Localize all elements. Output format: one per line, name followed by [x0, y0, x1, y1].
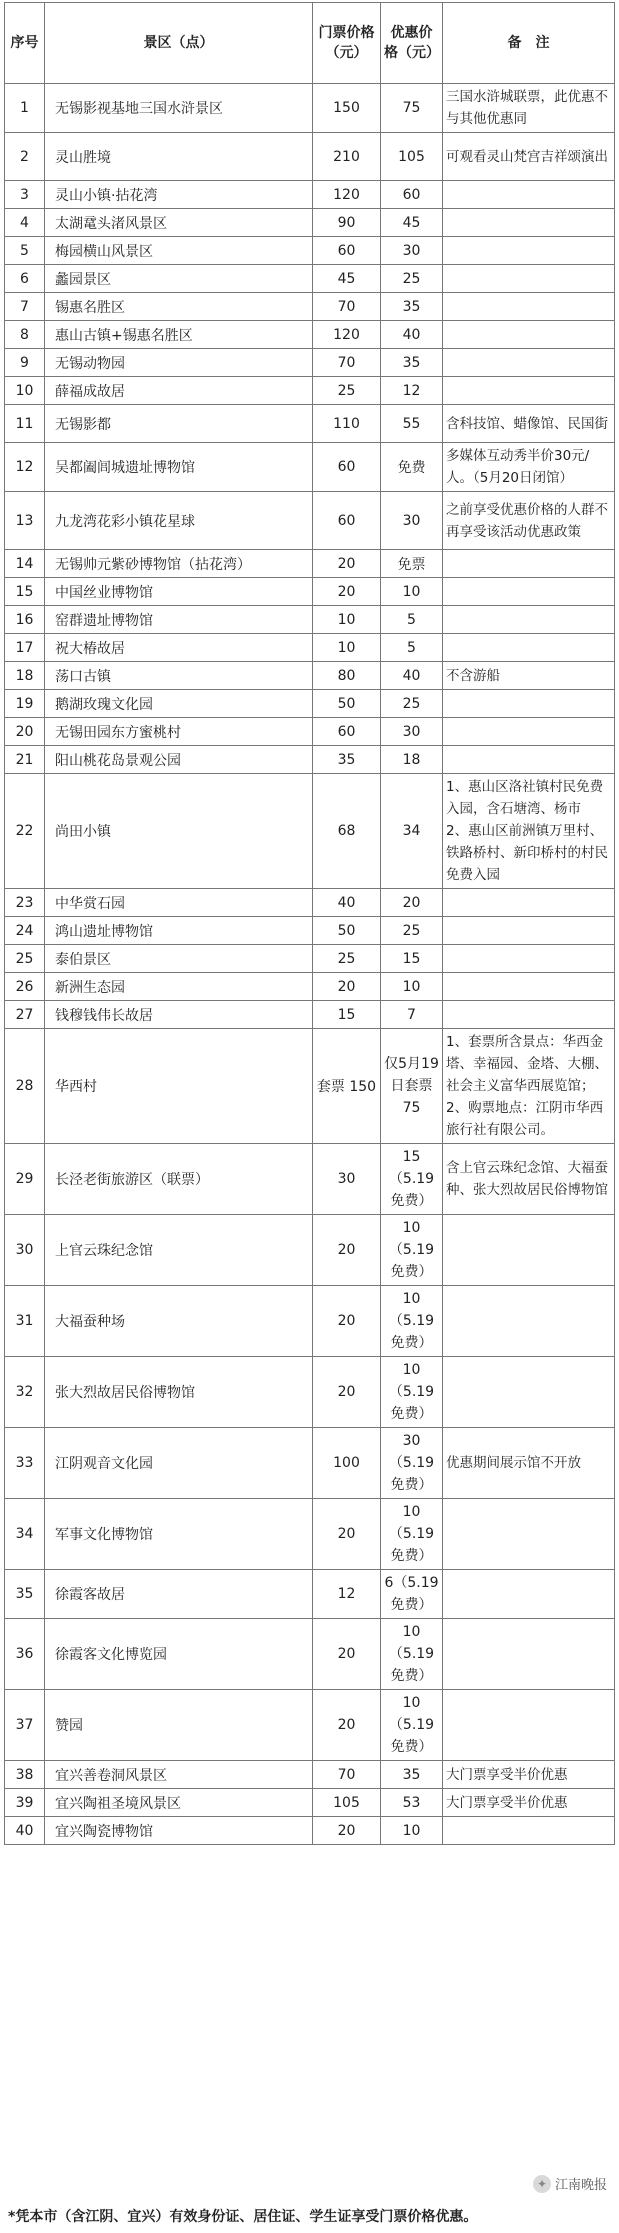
row-price: 20: [313, 973, 381, 1001]
row-note: 大门票享受半价优惠: [443, 1761, 615, 1789]
row-name: 灵山小镇·拈花湾: [45, 181, 313, 209]
row-price: 15: [313, 1001, 381, 1029]
row-discount: 45: [381, 209, 443, 237]
row-no: 3: [5, 181, 45, 209]
row-discount: 35: [381, 349, 443, 377]
row-no: 13: [5, 492, 45, 550]
row-discount: 仅5月19日套票 75: [381, 1029, 443, 1144]
row-price: 45: [313, 265, 381, 293]
row-name: 无锡影视基地三国水浒景区: [45, 84, 313, 133]
row-no: 34: [5, 1499, 45, 1570]
row-no: 27: [5, 1001, 45, 1029]
row-discount: 30（5.19免费）: [381, 1428, 443, 1499]
row-no: 36: [5, 1619, 45, 1690]
row-price: 25: [313, 377, 381, 405]
row-price: 70: [313, 293, 381, 321]
row-no: 24: [5, 917, 45, 945]
row-price: 70: [313, 349, 381, 377]
row-price: 20: [313, 1690, 381, 1761]
row-price: 25: [313, 945, 381, 973]
row-name: 中华赏石园: [45, 889, 313, 917]
watermark-text: 江南晚报: [554, 2178, 607, 2193]
row-name: 尚田小镇: [45, 774, 313, 889]
row-no: 40: [5, 1817, 45, 1845]
header-no: 序号: [5, 3, 45, 84]
table-row: [5, 774, 615, 889]
table-row: [5, 1619, 615, 1690]
table-row: [5, 1761, 615, 1789]
row-discount: 34: [381, 774, 443, 889]
row-no: 28: [5, 1029, 45, 1144]
row-note: 优惠期间展示馆不开放: [443, 1428, 615, 1499]
row-no: 39: [5, 1789, 45, 1817]
row-discount: 40: [381, 321, 443, 349]
row-name: 新洲生态园: [45, 973, 313, 1001]
row-name: 鸿山遗址博物馆: [45, 917, 313, 945]
table-row: [5, 1144, 615, 1215]
row-price: 60: [313, 718, 381, 746]
row-discount: 105: [381, 133, 443, 181]
row-name: 张大烈故居民俗博物馆: [45, 1357, 313, 1428]
table-row: [5, 405, 615, 443]
table-row: [5, 237, 615, 265]
row-note: [443, 265, 615, 293]
table-row: [5, 1029, 615, 1144]
row-discount: 10: [381, 973, 443, 1001]
row-note: [443, 237, 615, 265]
row-name: 灵山胜境: [45, 133, 313, 181]
row-name: 江阴观音文化园: [45, 1428, 313, 1499]
row-no: 14: [5, 550, 45, 578]
row-no: 38: [5, 1761, 45, 1789]
row-price: 210: [313, 133, 381, 181]
row-discount: 10: [381, 578, 443, 606]
row-price: 70: [313, 1761, 381, 1789]
table-row: [5, 492, 615, 550]
header-note: 备 注: [443, 3, 615, 84]
row-no: 30: [5, 1215, 45, 1286]
row-price: 10: [313, 606, 381, 634]
row-discount: 5: [381, 606, 443, 634]
row-name: 蠡园景区: [45, 265, 313, 293]
row-no: 9: [5, 349, 45, 377]
row-name: 徐霞客故居: [45, 1570, 313, 1619]
row-no: 4: [5, 209, 45, 237]
row-no: 7: [5, 293, 45, 321]
row-price: 68: [313, 774, 381, 889]
row-discount: 35: [381, 1761, 443, 1789]
row-no: 35: [5, 1570, 45, 1619]
row-name: 梅园横山风景区: [45, 237, 313, 265]
row-no: 33: [5, 1428, 45, 1499]
row-note: [443, 1570, 615, 1619]
row-note: [443, 634, 615, 662]
row-discount: 10: [381, 1817, 443, 1845]
row-price: 10: [313, 634, 381, 662]
row-price: 20: [313, 1817, 381, 1845]
table-row: [5, 746, 615, 774]
row-price: 20: [313, 550, 381, 578]
table-row: [5, 578, 615, 606]
row-discount: 25: [381, 265, 443, 293]
row-note: 可观看灵山梵宫吉祥颂演出: [443, 133, 615, 181]
row-name: 锡惠名胜区: [45, 293, 313, 321]
table-row: [5, 443, 615, 492]
row-name: 中国丝业博物馆: [45, 578, 313, 606]
row-note: [443, 606, 615, 634]
row-no: 21: [5, 746, 45, 774]
row-discount: 60: [381, 181, 443, 209]
row-name: 大福蚕种场: [45, 1286, 313, 1357]
table-row: [5, 1690, 615, 1761]
row-name: 薛福成故居: [45, 377, 313, 405]
row-no: 25: [5, 945, 45, 973]
row-discount: 53: [381, 1789, 443, 1817]
row-discount: 35: [381, 293, 443, 321]
row-price: 60: [313, 443, 381, 492]
row-price: 90: [313, 209, 381, 237]
row-name: 上官云珠纪念馆: [45, 1215, 313, 1286]
row-name: 吴都阖闾城遗址博物馆: [45, 443, 313, 492]
row-price: 50: [313, 690, 381, 718]
row-name: 泰伯景区: [45, 945, 313, 973]
row-note: [443, 321, 615, 349]
row-note: [443, 690, 615, 718]
row-name: 惠山古镇+锡惠名胜区: [45, 321, 313, 349]
row-note: 不含游船: [443, 662, 615, 690]
row-price: 120: [313, 181, 381, 209]
row-no: 22: [5, 774, 45, 889]
row-name: 荡口古镇: [45, 662, 313, 690]
row-note: [443, 1499, 615, 1570]
row-note: 三国水浒城联票，此优惠不与其他优惠同: [443, 84, 615, 133]
row-name: 九龙湾花彩小镇花星球: [45, 492, 313, 550]
row-note: [443, 746, 615, 774]
table-row: [5, 945, 615, 973]
row-price: 30: [313, 1144, 381, 1215]
row-name: 窑群遗址博物馆: [45, 606, 313, 634]
row-no: 23: [5, 889, 45, 917]
row-discount: 20: [381, 889, 443, 917]
table-row: [5, 133, 615, 181]
row-name: 鹅湖玫瑰文化园: [45, 690, 313, 718]
row-discount: 10（5.19免费）: [381, 1499, 443, 1570]
table-row: [5, 1286, 615, 1357]
row-note: 含科技馆、蜡像馆、民国街: [443, 405, 615, 443]
row-note: [443, 917, 615, 945]
row-note: 1、惠山区洛社镇村民免费入园，含石塘湾、杨市 2、惠山区前洲镇万里村、铁路桥村、新印桥村的村民免费入园: [443, 774, 615, 889]
row-discount: 30: [381, 237, 443, 265]
row-note: 含上官云珠纪念馆、大福蚕种、张大烈故居民俗博物馆: [443, 1144, 615, 1215]
row-note: [443, 349, 615, 377]
table-row: [5, 634, 615, 662]
row-name: 宜兴陶祖圣境风景区: [45, 1789, 313, 1817]
row-discount: 75: [381, 84, 443, 133]
row-discount: 免费: [381, 443, 443, 492]
table-row: [5, 690, 615, 718]
row-discount: 30: [381, 718, 443, 746]
row-no: 8: [5, 321, 45, 349]
table-row: [5, 718, 615, 746]
row-no: 5: [5, 237, 45, 265]
row-discount: 7: [381, 1001, 443, 1029]
table-row: [5, 662, 615, 690]
row-discount: 5: [381, 634, 443, 662]
row-no: 12: [5, 443, 45, 492]
table-row: [5, 917, 615, 945]
row-no: 32: [5, 1357, 45, 1428]
table-row: [5, 1001, 615, 1029]
row-no: 31: [5, 1286, 45, 1357]
row-price: 105: [313, 1789, 381, 1817]
row-discount: 10（5.19免费）: [381, 1619, 443, 1690]
row-discount: 10（5.19免费）: [381, 1690, 443, 1761]
row-name: 徐霞客文化博览园: [45, 1619, 313, 1690]
table-body: [5, 84, 615, 1845]
row-price: 12: [313, 1570, 381, 1619]
row-note: [443, 718, 615, 746]
table-row: [5, 1570, 615, 1619]
row-note: [443, 1817, 615, 1845]
row-no: 17: [5, 634, 45, 662]
table-row: [5, 1215, 615, 1286]
table-row: [5, 1357, 615, 1428]
row-price: 20: [313, 1215, 381, 1286]
table-row: [5, 321, 615, 349]
row-no: 18: [5, 662, 45, 690]
row-note: [443, 945, 615, 973]
table-row: [5, 550, 615, 578]
row-discount: 10（5.19免费）: [381, 1357, 443, 1428]
ticket-price-table: [4, 2, 615, 1845]
row-discount: 15（5.19免费）: [381, 1144, 443, 1215]
table-row: [5, 1499, 615, 1570]
row-price: 20: [313, 1286, 381, 1357]
row-price: 110: [313, 405, 381, 443]
row-discount: 12: [381, 377, 443, 405]
row-price: 20: [313, 1357, 381, 1428]
table-header-row: [5, 3, 615, 84]
row-discount: 40: [381, 662, 443, 690]
row-no: 6: [5, 265, 45, 293]
table-row: [5, 1789, 615, 1817]
row-name: 无锡影都: [45, 405, 313, 443]
row-name: 钱穆钱伟长故居: [45, 1001, 313, 1029]
row-no: 1: [5, 84, 45, 133]
row-name: 华西村: [45, 1029, 313, 1144]
row-price: 50: [313, 917, 381, 945]
row-price: 套票 150: [313, 1029, 381, 1144]
row-discount: 25: [381, 690, 443, 718]
row-no: 2: [5, 133, 45, 181]
row-name: 军事文化博物馆: [45, 1499, 313, 1570]
row-name: 无锡田园东方蜜桃村: [45, 718, 313, 746]
row-note: [443, 1690, 615, 1761]
table-row: [5, 606, 615, 634]
row-note: [443, 1215, 615, 1286]
row-price: 35: [313, 746, 381, 774]
row-no: 15: [5, 578, 45, 606]
row-name: 无锡动物园: [45, 349, 313, 377]
row-price: 120: [313, 321, 381, 349]
row-no: 29: [5, 1144, 45, 1215]
row-price: 150: [313, 84, 381, 133]
row-no: 37: [5, 1690, 45, 1761]
row-name: 阳山桃花岛景观公园: [45, 746, 313, 774]
row-note: 多媒体互动秀半价30元/人。（5月20日闭馆）: [443, 443, 615, 492]
document: [4, 2, 614, 1845]
row-no: 11: [5, 405, 45, 443]
row-discount: 10（5.19免费）: [381, 1286, 443, 1357]
row-no: 10: [5, 377, 45, 405]
table-row: [5, 84, 615, 133]
row-price: 60: [313, 237, 381, 265]
header-price: 门票价格（元）: [313, 3, 381, 84]
row-discount: 6（5.19免费）: [381, 1570, 443, 1619]
row-discount: 10（5.19免费）: [381, 1215, 443, 1286]
table-row: [5, 1817, 615, 1845]
row-discount: 免票: [381, 550, 443, 578]
row-price: 20: [313, 1499, 381, 1570]
row-name: 赞园: [45, 1690, 313, 1761]
row-discount: 30: [381, 492, 443, 550]
row-note: [443, 1619, 615, 1690]
footer-note: *凭本市（含江阴、宜兴）有效身份证、居住证、学生证享受门票价格优惠。: [8, 2209, 478, 2225]
row-discount: 55: [381, 405, 443, 443]
row-no: 19: [5, 690, 45, 718]
table-row: [5, 377, 615, 405]
row-price: 20: [313, 578, 381, 606]
row-name: 祝大椿故居: [45, 634, 313, 662]
row-no: 16: [5, 606, 45, 634]
row-note: 1、套票所含景点：华西金塔、幸福园、金塔、大棚、社会主义富华西展览馆； 2、购票地点：江阴市华西旅行社有限公司。: [443, 1029, 615, 1144]
row-name: 宜兴陶瓷博物馆: [45, 1817, 313, 1845]
row-note: [443, 550, 615, 578]
table-row: [5, 1428, 615, 1499]
table-row: [5, 973, 615, 1001]
row-price: 20: [313, 1619, 381, 1690]
row-note: [443, 209, 615, 237]
row-name: 长泾老街旅游区（联票）: [45, 1144, 313, 1215]
row-note: 大门票享受半价优惠: [443, 1789, 615, 1817]
table-row: [5, 889, 615, 917]
table-row: [5, 181, 615, 209]
row-name: 无锡帅元紫砂博物馆（拈花湾）: [45, 550, 313, 578]
row-no: 20: [5, 718, 45, 746]
row-note: [443, 889, 615, 917]
row-discount: 15: [381, 945, 443, 973]
wechat-icon: ✦: [533, 2175, 551, 2193]
row-no: 26: [5, 973, 45, 1001]
row-price: 100: [313, 1428, 381, 1499]
table-row: [5, 265, 615, 293]
row-price: 60: [313, 492, 381, 550]
row-price: 40: [313, 889, 381, 917]
table-row: [5, 293, 615, 321]
row-discount: 18: [381, 746, 443, 774]
header-discount: 优惠价格（元）: [381, 3, 443, 84]
table-row: [5, 209, 615, 237]
row-note: 之前享受优惠价格的人群不再享受该活动优惠政策: [443, 492, 615, 550]
row-name: 太湖鼋头渚风景区: [45, 209, 313, 237]
table-row: [5, 349, 615, 377]
row-note: [443, 1286, 615, 1357]
row-note: [443, 181, 615, 209]
header-name: 景区（点）: [45, 3, 313, 84]
row-name: 宜兴善卷洞风景区: [45, 1761, 313, 1789]
row-note: [443, 377, 615, 405]
row-note: [443, 1357, 615, 1428]
row-price: 80: [313, 662, 381, 690]
row-note: [443, 578, 615, 606]
row-note: [443, 293, 615, 321]
row-note: [443, 973, 615, 1001]
row-note: [443, 1001, 615, 1029]
watermark: [529, 2172, 611, 2195]
row-discount: 25: [381, 917, 443, 945]
